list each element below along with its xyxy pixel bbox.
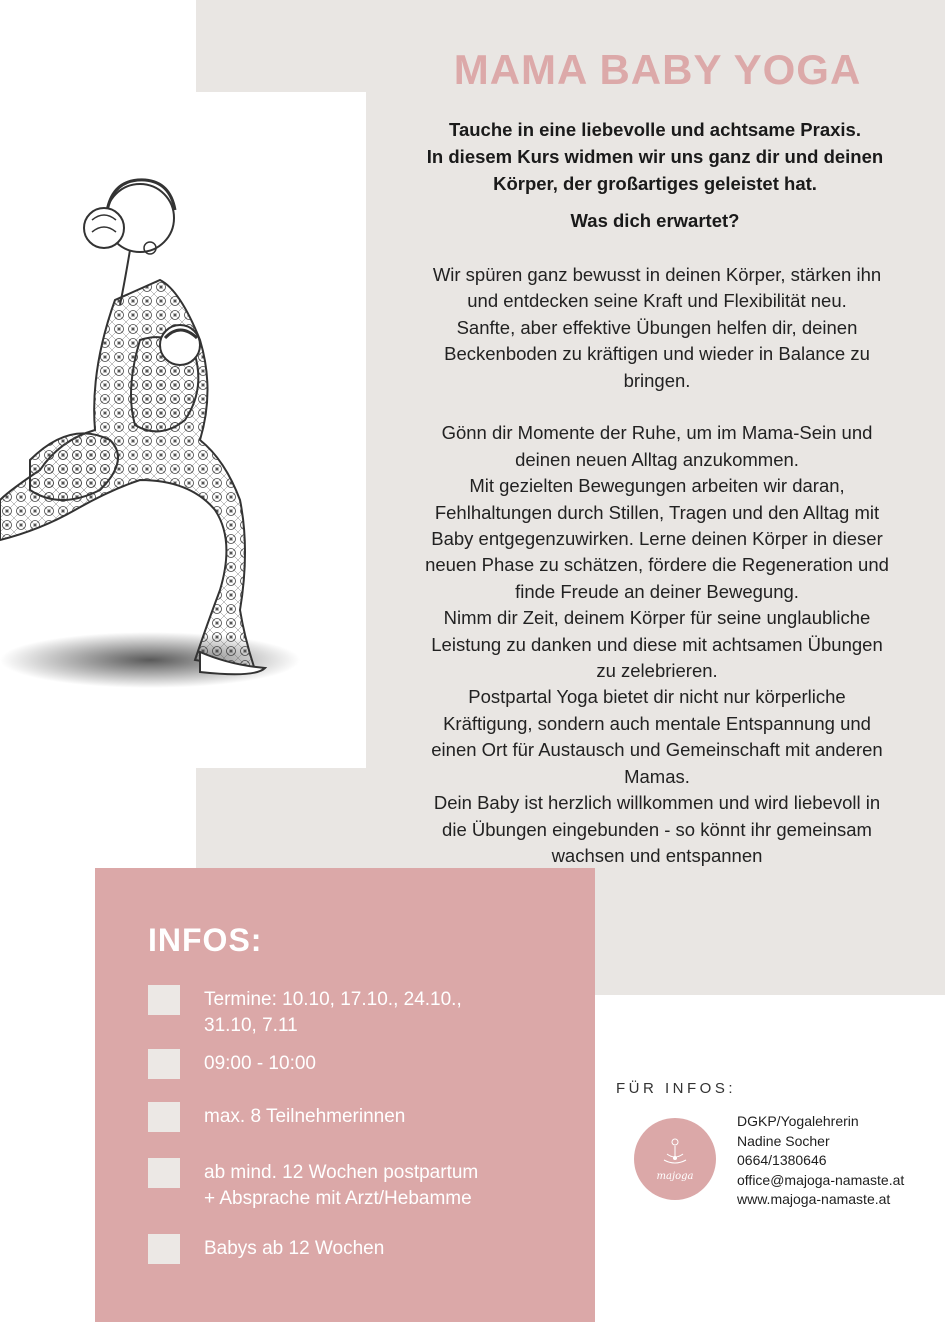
description-line: neuen Phase zu schätzen, fördere die Regeneration und — [425, 554, 889, 576]
info-line: max. 8 Teilnehmerinnen — [204, 1106, 406, 1127]
info-text — [204, 1104, 564, 1130]
description-line: Sanfte, aber effektive Übungen helfen dir, deinen — [456, 316, 858, 338]
description-line: Gönn dir Momente der Ruhe, um im Mama-Sein und — [441, 422, 873, 444]
paragraph-gap — [398, 394, 916, 420]
section-question: Was dich erwartet? — [570, 210, 740, 231]
majoga-logo — [634, 1118, 716, 1200]
page-title: MAMA BABY YOGA — [453, 46, 862, 93]
description-line: wachsen und entspannen — [551, 844, 763, 866]
info-line: 31.10, 7.11 — [204, 1015, 298, 1036]
yoga-mother-illustration — [0, 140, 330, 730]
intro-line: Körper, der großartiges geleistet hat. — [493, 173, 817, 194]
description-line: Dein Baby ist herzlich willkommen und wird liebevoll in — [433, 792, 881, 814]
contact-details — [737, 1112, 904, 1210]
info-text — [204, 1160, 564, 1212]
bullet-square-icon — [148, 1158, 180, 1188]
description-line: Mamas. — [624, 765, 690, 787]
contact-website[interactable]: www.majoga-namaste.at — [737, 1191, 891, 1207]
description-line: Beckenboden zu kräftigen und wieder in Balance zu — [444, 343, 870, 365]
description-line: Leistung zu danken und diese mit achtsamen Übungen — [431, 633, 883, 655]
description-line: Fehlhaltungen durch Stillen, Tragen und den Alltag mit — [434, 501, 880, 523]
info-line: 09:00 - 10:00 — [204, 1053, 316, 1074]
description-line: Postpartal Yoga bietet dir nicht nur körperliche — [468, 686, 846, 708]
contact-heading: FÜR INFOS: — [616, 1080, 736, 1097]
info-line: ab mind. 12 Wochen postpartum — [204, 1162, 479, 1183]
bullet-square-icon — [148, 985, 180, 1015]
description-line: Baby entgegenzuwirken. Lerne deinen Körper in dieser — [431, 528, 883, 550]
meditation-figure-icon — [634, 1118, 716, 1200]
description-line: bringen. — [623, 369, 691, 391]
contact-name: Nadine Socher — [737, 1132, 830, 1149]
bullet-square-icon — [148, 1234, 180, 1264]
contact-role: DGKP/Yogalehrerin — [737, 1113, 859, 1129]
description-line: und entdecken seine Kraft und Flexibilität neu. — [467, 290, 847, 312]
logo-wordmark: majoga — [656, 1171, 694, 1182]
contact-phone[interactable]: 0664/1380646 — [737, 1152, 827, 1168]
description-line: deinen neuen Alltag anzukommen. — [515, 448, 799, 470]
intro-line: In diesem Kurs widmen wir uns ganz dir und deinen — [426, 146, 884, 167]
intro-line: Tauche in eine liebevolle und achtsame Praxis. — [449, 119, 861, 140]
info-line: Termine: 10.10, 17.10., 24.10., — [204, 989, 462, 1010]
info-line: + Absprache mit Arzt/Hebamme — [204, 1188, 472, 1209]
description-line: Mit gezielten Bewegungen arbeiten wir daran, — [469, 475, 845, 497]
contact-email[interactable]: office@majoga-namaste.at — [737, 1171, 905, 1188]
description-line: finde Freude an deiner Bewegung. — [515, 580, 799, 602]
course-description — [398, 262, 916, 869]
description-line: einen Ort für Austausch und Gemeinschaft mit anderen — [431, 739, 883, 761]
infos-heading: INFOS: — [148, 922, 263, 958]
info-text — [204, 1236, 564, 1262]
description-line: zu zelebrieren. — [596, 660, 718, 682]
info-text — [204, 987, 564, 1039]
description-line: Nimm dir Zeit, deinem Körper für seine unglaubliche — [443, 607, 871, 629]
bullet-square-icon — [148, 1049, 180, 1079]
description-line: die Übungen eingebunden - so könnt ihr gemeinsam — [442, 818, 872, 840]
intro-text — [400, 116, 910, 197]
bullet-square-icon — [148, 1102, 180, 1132]
description-line: Wir spüren ganz bewusst in deinen Körper, stärken ihn — [432, 264, 882, 285]
description-line: Kräftigung, sondern auch mentale Entspannung und — [443, 712, 871, 734]
info-text — [204, 1051, 564, 1077]
info-line: Babys ab 12 Wochen — [204, 1238, 385, 1259]
